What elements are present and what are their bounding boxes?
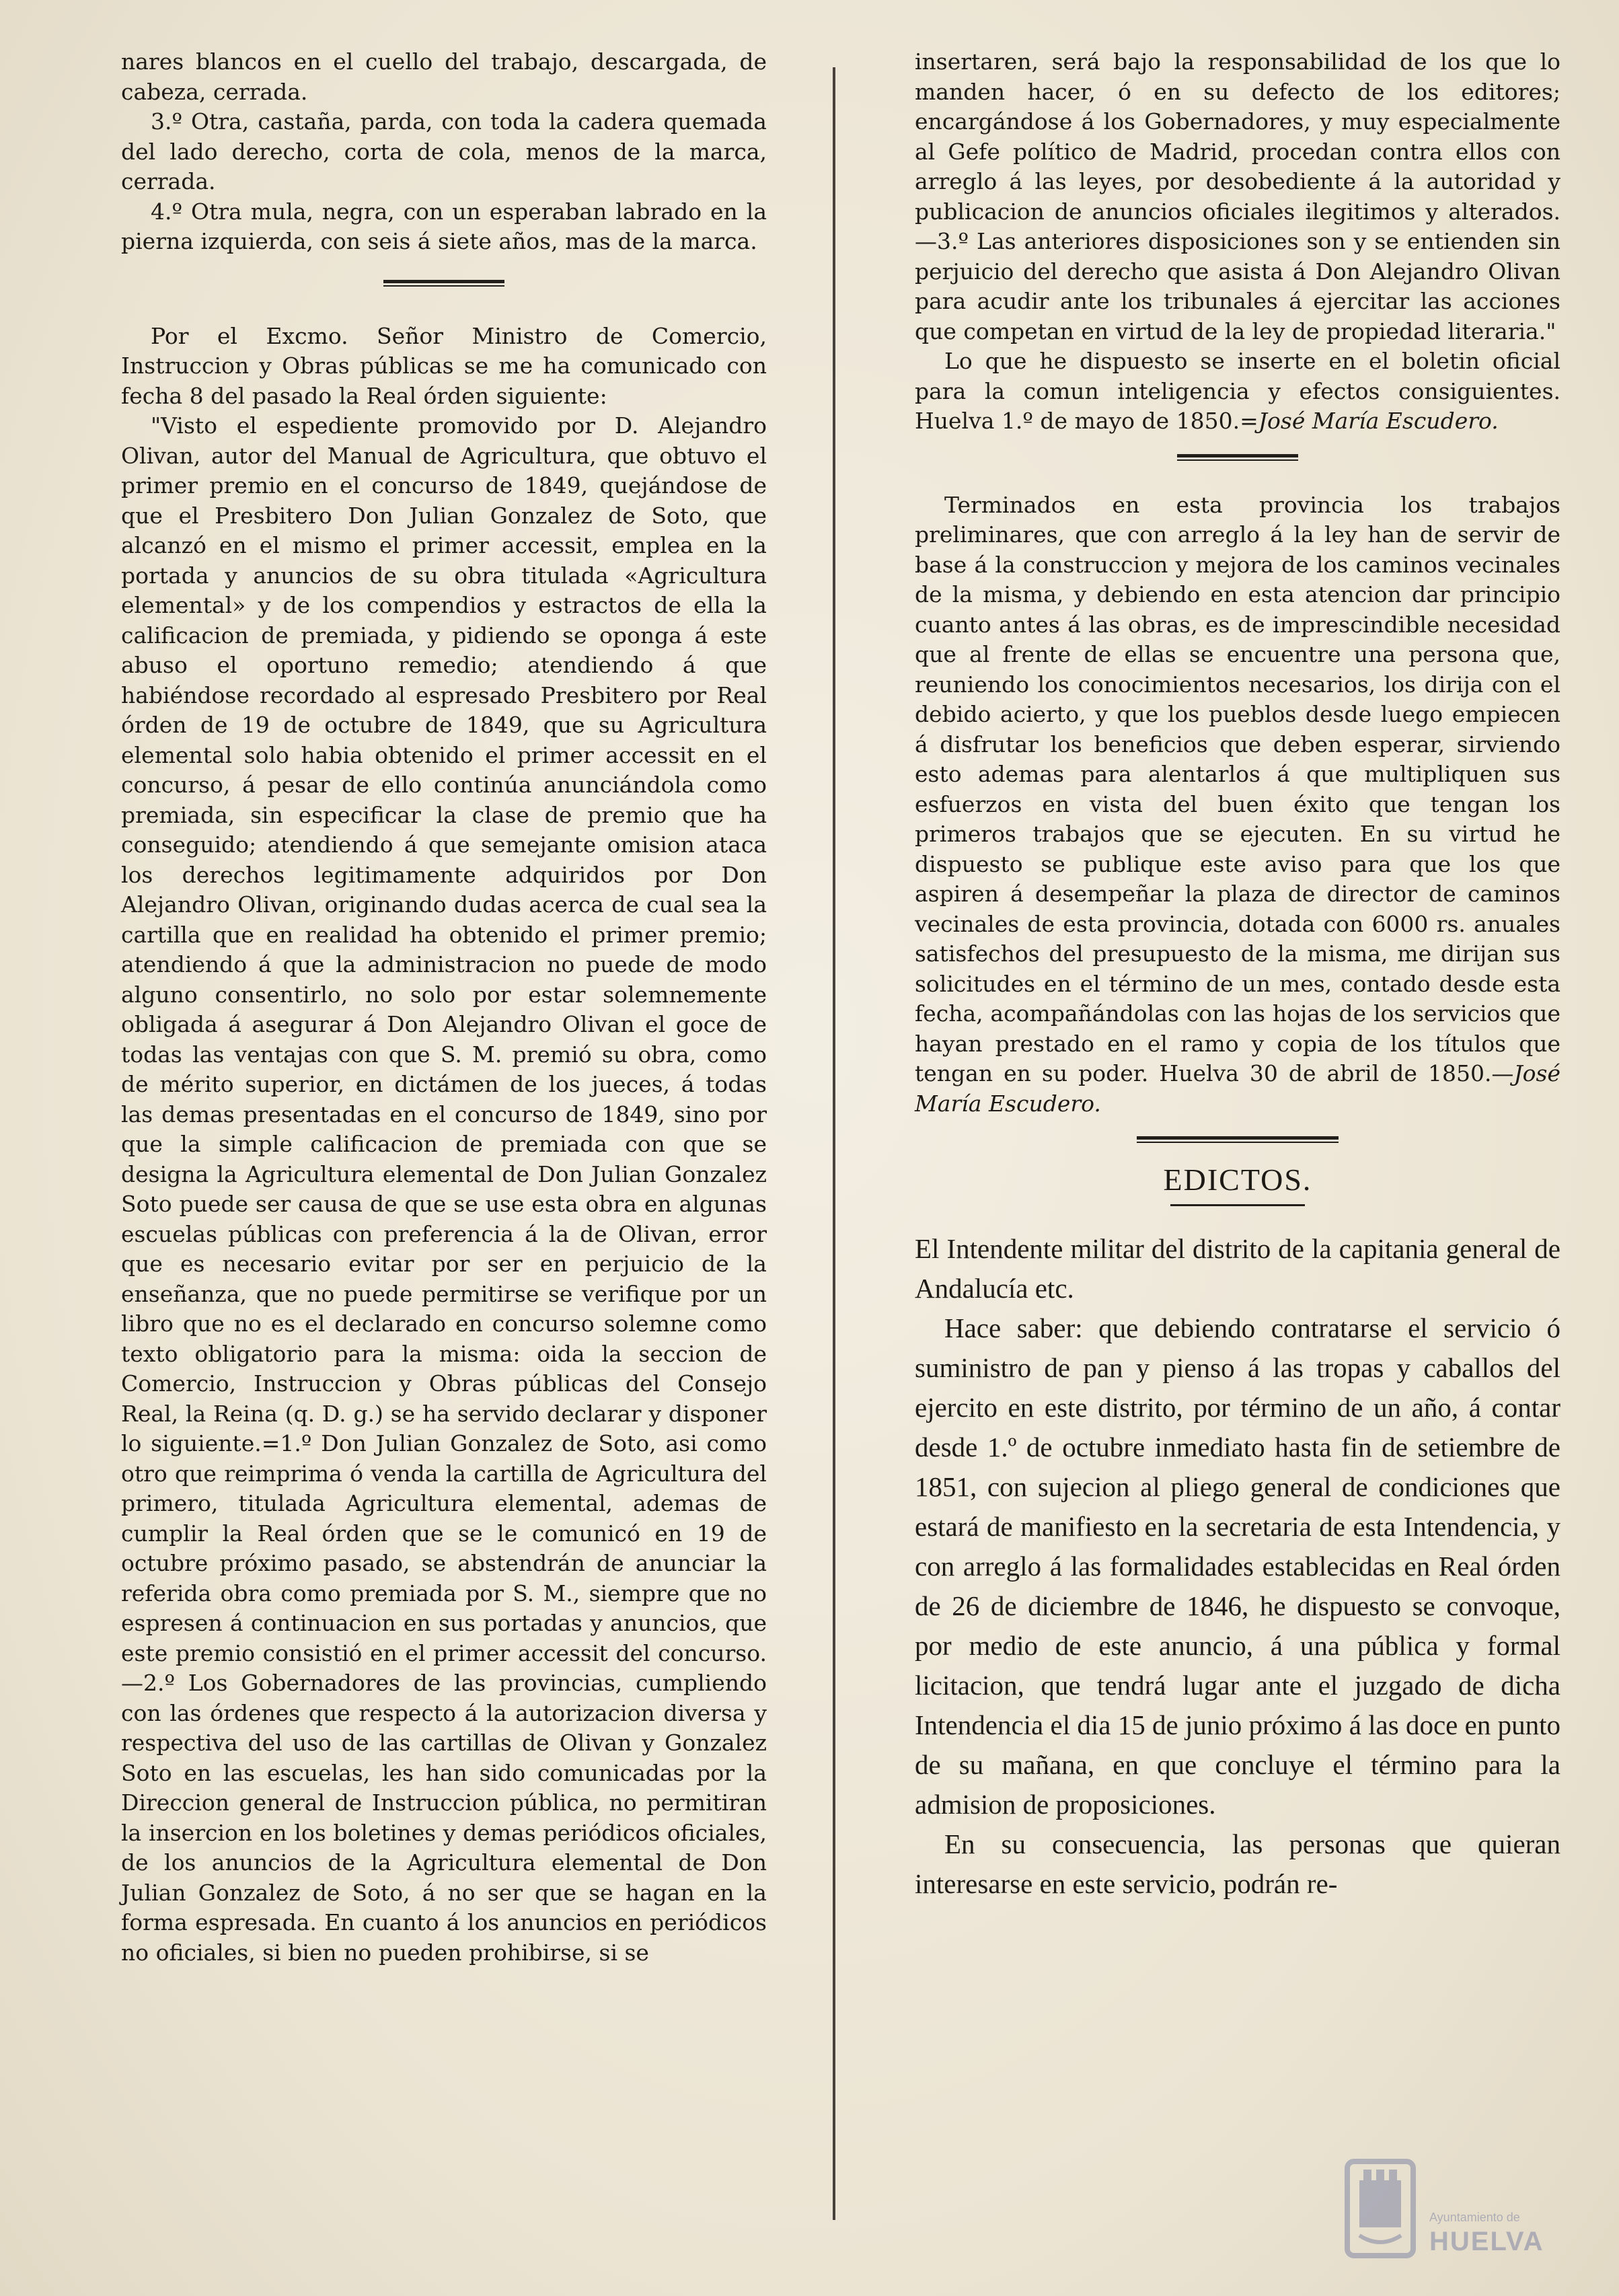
royal-order-continuation: insertaren, será bajo la responsabilidad de los que lo manden hacer, ó en su defecto de los editores; encargándose á los Gobernadores, y muy especialmente al Gefe político de Madrid, procedan contra ellos con arreglo á las leyes, por desobediente á la autoridad y publicacion de anuncios oficiales ilegitimos y alterados.—3.º Las anteriores disposiciones son y se entienden sin perjuicio del derecho que asista á Don Alejandro Olivan para acudir ante los tribunales á ejercitar las acciones que competan en virtud de la ley de propiedad literaria.": [915, 48, 1560, 344]
watermark-seal: [1343, 2155, 1565, 2269]
section-divider: [1177, 454, 1298, 461]
edictos-heading: EDICTOS.: [1163, 1162, 1312, 1197]
list-item: nares blancos en el cuello del trabajo, descargada, de cabeza, cerrada.: [121, 48, 767, 105]
royal-order-body: "Visto el espediente promovido por D. Alejandro Olivan, autor del Manual de Agricultura, que obtuvo el primer premio en el concurso de 1849, quejándose de que el Presbitero Don Julian Gonzalez de Soto, que alcanzó en el mismo el primer accessit, emplea en la portada y anuncios de su obra titulada «Agricultura elemental» y de los compendios y estractos de ella la calificacion de premiada, y pidiendo se oponga á este abuso el oportuno remedio; atendiendo á que habiéndose recordado al espresado Presbitero por Real órden de 19 de octubre de 1849, que su Agricultura elemental solo habia obtenido el primer accessit en el concurso, á pesar de ello continúa anunciándola como premiada, sin especificar la clase de premio que ha conseguido; atendiendo á que semejante omision ataca los derechos legitimamente adquiridos por Don Alejandro Olivan, originando dudas acerca de cual sea la cartilla que en realidad ha obtenido el primer premio; atendiendo á que la administracion no puede de modo alguno consentirlo, no solo por estar solemnemente obligada á asegurar á Don Alejandro Olivan el goce de todas las ventajas con que S. M. premió su obra, como de mérito superior, en dictámen de los jueces, á todas las demas presentadas en el concurso de 1849, sino por que la simple calificacion de premiada con que se designa la Agricultura elemental de Don Julian Gonzalez Soto puede ser causa de que se use esta obra en algunas escuelas públicas con preferencia á la de Olivan, error que es necesario evitar por ser en perjuicio de la enseñanza, que no puede permitirse se verifique por un libro que no es el declarado en concurso solemne como texto obligatorio para la misma: oida la seccion de Comercio, Instruccion y Obras públicas del Consejo Real, la Reina (q. D. g.) se ha servido declarar y disponer lo siguiente.=1.º Don Julian Gonzalez de Soto, asi como otro que reimprima ó venda la cartilla de Agricultura del primero, titulada Agricultura elemental, ademas de cumplir la Real órden que se le comunicó en 19 de octubre próximo pasado, se abstendrán de anunciar la referida obra como premiada por S. M., siempre que no espresen á continuacion en sus portadas y anuncios, que este premio consistió en el primer accessit del concurso.—2.º Los Gobernadores de las provincias, cumpliendo con las órdenes que respecto á la autorizacion diversa y respectiva del uso de las cartillas de Olivan y Gonzalez Soto en las escuelas, les han sido comunicadas por la Direccion general de Instruccion pública, no permitiran la insercion en los boletines y demas periódicos oficiales, de los anuncios de la Agricultura elemental de Don Julian Gonzalez de Soto, á no ser que se hagan en la forma espresada. En cuanto á los anuncios en periódicos no oficiales, si bien no pueden prohibirse, si se: [121, 412, 767, 1966]
edict-paragraph: En su consecuencia, las personas que quieran interesarse en este servicio, podrán re-: [915, 1828, 1560, 1899]
left-column: [121, 47, 767, 1968]
edict-paragraph: Hace saber: que debiendo contratarse el servicio ó suministro de pan y pienso á las tropas y caballos del ejercito en este distrito, por término de un año, á contar desde 1.º de octubre inmediato hasta fin de setiembre de 1851, con sujecion al pliego general de condiciones que estará de manifiesto en la secretaria de esta Intendencia, y con arreglo á las formalidades establecidas en Real órden de 26 de diciembre de 1846, he dispuesto se convoque, por medio de este anuncio, á una pública y formal licitacion, que tendrá lugar ante el juzgado de dicha Intendencia el dia 15 de junio próximo á las doce en punto de su mañana, en que concluye el término para la admision de proposiciones.: [915, 1312, 1560, 1820]
watermark-large-text: HUELVA: [1429, 2227, 1544, 2256]
column-divider: [833, 67, 835, 2220]
right-column: [915, 47, 1560, 1904]
roads-notice: [915, 490, 1560, 1119]
city-crest-icon: [1343, 2155, 1417, 2262]
list-item: 4.º Otra mula, negra, con un esperaban labrado en la pierna izquierda, con seis á siete años, mas de la marca.: [121, 198, 767, 254]
heading-underline: [1170, 1204, 1305, 1206]
signature: José María Escudero.: [1258, 408, 1499, 434]
list-item: 3.º Otra, castaña, parda, con toda la cadera quemada del lado derecho, corta de cola, menos de la marca, cerrada.: [121, 108, 767, 194]
section-divider: [383, 280, 504, 287]
watermark-small-text: Ayuntamiento de: [1429, 2211, 1520, 2224]
royal-order-intro: Por el Excmo. Señor Ministro de Comercio, Instruccion y Obras públicas se me ha comunicado con fecha 8 del pasado la Real órden siguiente:: [121, 322, 767, 409]
publication-note: [915, 346, 1560, 437]
publication-note-text: Lo que he dispuesto se inserte en el boletin oficial para la comun inteligencia y efectos consiguientes. Huelva 1.º de mayo de 1850.=: [915, 348, 1560, 434]
edict-title: El Intendente militar del distrito de la capitania general de Andalucía etc.: [915, 1233, 1560, 1304]
signature: José María Escudero.: [915, 1060, 1560, 1117]
section-divider: [1137, 1136, 1339, 1143]
roads-notice-text: Terminados en esta provincia los trabajos preliminares, que con arreglo á la ley han de servir de base á la construccion y mejora de los caminos vecinales de la misma, y debiendo en esta atencion dar principio cuanto antes á las obras, es de imprescindible necesidad que al frente de ellas se encuentre una persona que, reuniendo los conocimientos necesarios, los dirija con el debido acierto, y que los pueblos desde luego empiecen á disfrutar los beneficios que deben esperar, sirviendo esto ademas para alentarlos á que multipliquen sus esfuerzos en vista del buen éxito que tengan los primeros trabajos que se ejecuten. En su virtud he dispuesto se publique este aviso para que los que aspiren á desempeñar la plaza de director de caminos vecinales de esta provincia, dotada con 6000 rs. anuales satisfechos del presupuesto de la misma, me dirijan sus solicitudes en el término de un mes, contado desde esta fecha, acompañándolas con las hojas de los servicios que hayan prestado en el ramo y copia de los títulos que tengan en su poder. Huelva 30 de abril de 1850.—: [915, 491, 1560, 1086]
